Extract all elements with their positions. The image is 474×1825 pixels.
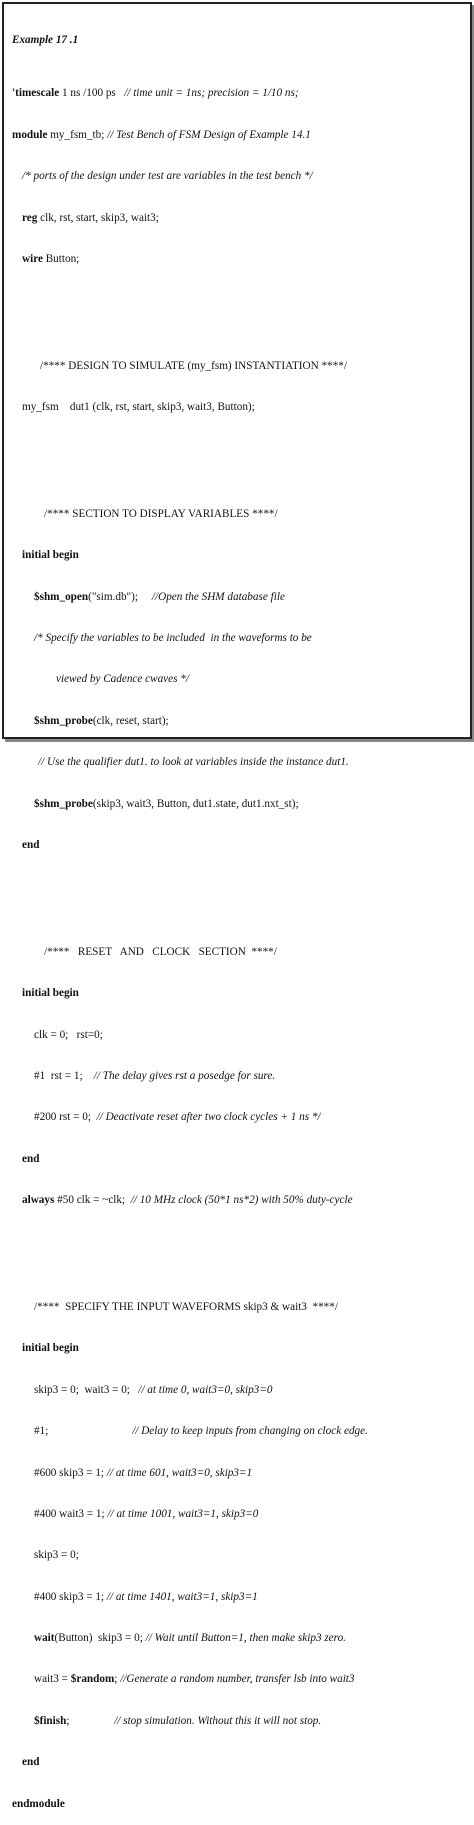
code-line: 'timescale 1 ns /100 ps // time unit = 1ns; precision = 1/10 ns;	[12, 87, 299, 100]
code-line: $shm_open("sim.db"); //Open the SHM database file	[34, 590, 285, 603]
section-heading: /**** DESIGN TO SIMULATE (my_fsm) INSTANTIATION ****/	[40, 359, 347, 372]
code-line: skip3 = 0;	[34, 1549, 79, 1562]
code-comment: // at time 1001, wait3=1, skip3=0	[107, 1507, 259, 1520]
code-line	[12, 630, 466, 647]
code-line: wait3 = $random; //Generate a random number, transfer lsb into wait3	[34, 1673, 355, 1686]
code-line: reg clk, rst, start, skip3, wait3;	[22, 211, 159, 224]
blank-line	[12, 1246, 466, 1263]
code-line: #200 rst = 0; // Deactivate reset after two clock cycles + 1 ns */	[34, 1111, 321, 1124]
section-heading: /**** RESET AND CLOCK SECTION ****/	[44, 945, 277, 958]
code-comment: // time unit = 1ns; precision = 1/10 ns;	[124, 87, 299, 100]
code-listing-frame	[2, 2, 472, 1810]
code-comment: /* ports of the design under test are variables in the test bench */	[22, 170, 313, 183]
code-line: clk = 0; rst=0;	[34, 1028, 103, 1041]
code-comment: // at time 1401, wait3=1, skip3=1	[106, 1590, 258, 1603]
code-comment: // at time 601, wait3=0, skip3=1	[106, 1466, 253, 1479]
code-comment: // Deactivate reset after two clock cycles + 1 ns */	[96, 1111, 321, 1124]
section-heading: /**** SPECIFY THE INPUT WAVEFORMS skip3 & wait3 ****/	[34, 1300, 338, 1313]
code-line: always #50 clk = ~clk; // 10 MHz clock (50*1 ns*2) with 50% duty-cycle	[22, 1194, 353, 1207]
code-line: module my_fsm_tb; // Test Bench of FSM Design of Example 14.1	[12, 128, 311, 141]
code-line: wait(Button) skip3 = 0; // Wait until Button=1, then make skip3 zero.	[34, 1632, 346, 1645]
code-comment: //Open the SHM database file	[151, 590, 285, 603]
code-comment: // Test Bench of FSM Design of Example 14.1	[107, 128, 311, 141]
code-line: $shm_probe(clk, reset, start);	[34, 714, 169, 727]
code-line: #400 skip3 = 1; // at time 1401, wait3=1, skip3=1	[34, 1590, 258, 1603]
section-heading: /**** SECTION TO DISPLAY VARIABLES ****/	[44, 507, 278, 520]
code-line: end	[22, 1152, 40, 1165]
code-line: wire Button;	[22, 252, 80, 265]
code-comment: // Use the qualifier dut1. to look at variables inside the instance dut1.	[38, 756, 349, 769]
blank-line	[12, 453, 466, 470]
code-line	[12, 671, 466, 688]
example-title: Example 17 .1	[12, 34, 79, 46]
code-comment: // The delay gives rst a posedge for sure.	[93, 1069, 276, 1082]
code-comment: // at time 0, wait3=0, skip3=0	[138, 1383, 273, 1396]
code-line: skip3 = 0; wait3 = 0; // at time 0, wait3=0, skip3=0	[34, 1383, 273, 1396]
code-comment: // Wait until Button=1, then make skip3 zero.	[145, 1632, 346, 1645]
code-line	[12, 754, 466, 771]
code-line: endmodule	[12, 1797, 65, 1810]
code-comment: /* Specify the variables to be included in the waveforms to be	[34, 632, 312, 645]
blank-line	[12, 304, 466, 321]
code-listing	[12, 8, 466, 1825]
code-line: initial begin	[22, 549, 79, 562]
code-line: #1 rst = 1; // The delay gives rst a posedge for sure.	[34, 1069, 276, 1082]
code-line: end	[22, 839, 40, 852]
code-line: #400 wait3 = 1; // at time 1001, wait3=1, skip3=0	[34, 1507, 259, 1520]
code-line	[12, 168, 466, 185]
code-line: $finish; // stop simulation. Without this it will not stop.	[34, 1714, 322, 1727]
code-comment: // 10 MHz clock (50*1 ns*2) with 50% duty-cycle	[130, 1194, 353, 1207]
code-line: end	[22, 1756, 40, 1769]
code-line: $shm_probe(skip3, wait3, Button, dut1.state, dut1.nxt_st);	[34, 797, 299, 810]
code-line: #1; // Delay to keep inputs from changing on clock edge.	[34, 1425, 368, 1438]
code-comment: // Delay to keep inputs from changing on clock edge.	[132, 1425, 368, 1438]
blank-line	[12, 890, 466, 907]
code-line: my_fsm dut1 (clk, rst, start, skip3, wait3, Button);	[22, 401, 255, 414]
code-line: initial begin	[22, 1342, 79, 1355]
code-comment: // stop simulation. Without this it will not stop.	[114, 1714, 322, 1727]
code-line: #600 skip3 = 1; // at time 601, wait3=0, skip3=1	[34, 1466, 253, 1479]
code-comment: viewed by Cadence cwaves */	[56, 673, 189, 686]
code-comment: //Generate a random number, transfer lsb into wait3	[120, 1673, 355, 1686]
code-line: initial begin	[22, 987, 79, 1000]
